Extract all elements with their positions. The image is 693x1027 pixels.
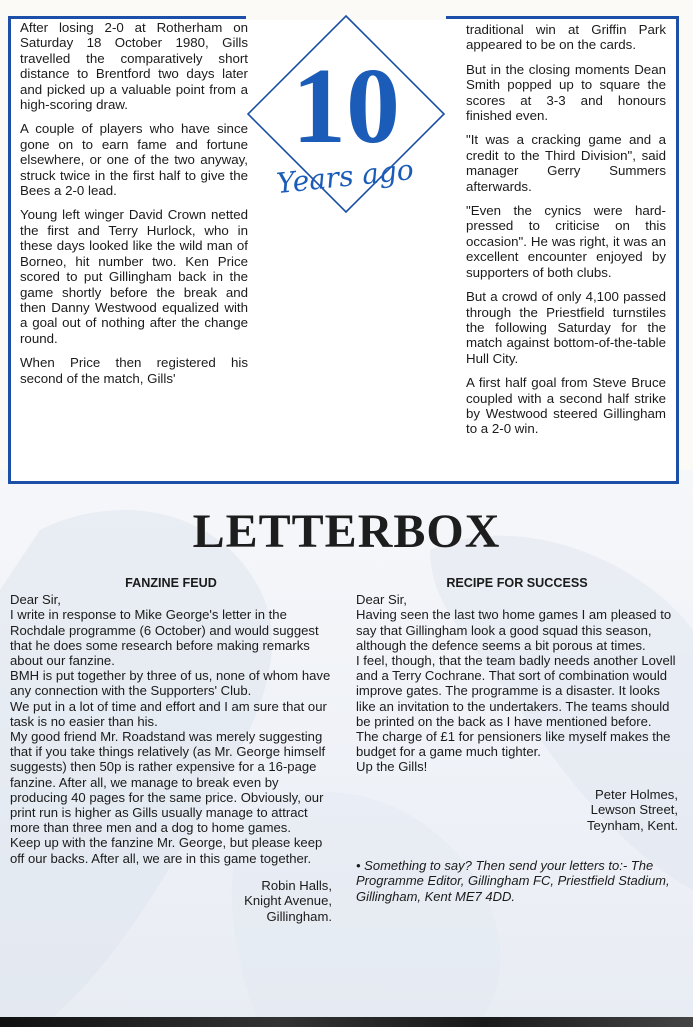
- letter-recipe-for-success: [356, 576, 678, 833]
- page-bottom-strip: [0, 1017, 693, 1027]
- article-paragraph: Young left winger David Crown netted the first and Terry Hurlock, who in these days looked like the wild man of Borneo, hit number two. Ken Price scored to put Gillingham back in the game shortly before the break and then Danny Westwood equalized with a goal out of nothing after the change round.: [20, 207, 248, 346]
- signature-line: Robin Halls,: [261, 877, 332, 893]
- letter-salutation: Dear Sir,: [356, 592, 407, 608]
- article-paragraph: "Even the cynics were hard-pressed to criticise on this occasion". He was right, it was an excellent encounter enjoyed by supporters of both clubs.: [466, 203, 666, 280]
- letter-salutation: Dear Sir,: [10, 592, 61, 608]
- article-paragraph: But in the closing moments Dean Smith popped up to square the scores at 3-3 and honours finished even.: [466, 61, 666, 124]
- ten-years-ago-left-column: [20, 20, 248, 395]
- letters-invitation: • Something to say? Then send your letters to:- The Programme Editor, Gillingham FC, Priestfield Stadium, Gillingham, Kent ME7 4DD.: [356, 858, 670, 904]
- letterbox-title: LETTERBOX: [192, 505, 501, 558]
- letter-signature: [356, 787, 678, 834]
- signature-line: Knight Avenue,: [244, 893, 332, 909]
- letter-paragraph: I write in response to Mike George's letter in the Rochdale programme (6 October) and would suggest that he does some research before making remarks about our fanzine.: [10, 607, 319, 669]
- article-paragraph: A couple of players who have since gone on to earn fame and fortune elsewhere, or one of the two anyway, struck twice in the first half to give the Bees a 2-0 lead.: [20, 121, 248, 199]
- letter-paragraph: My good friend Mr. Roadstand was merely suggesting that if you take things relatively (as Mr. George himself suggests) then 50p is rather expensive for a 16-page fanzine. After all, we manage to break even by producing 40 pages for the same price. Obviously, our print run is higher as Gills usually manage to attract more than three men and a dog to home games.: [10, 729, 326, 836]
- ten-years-ago-right-column: [466, 22, 666, 446]
- letter-paragraph: Having seen the last two home games I am pleased to say that Gillingham look a good squad this season, although the defence seems a bit porous at times.: [356, 607, 672, 653]
- letter-paragraph: The charge of £1 for pensioners like myself makes the budget for a game much tighter.: [356, 729, 671, 760]
- article-paragraph: A first half goal from Steve Bruce coupled with a second half strike by Westwood steered Gillingham to a 2-0 win.: [466, 375, 666, 437]
- signature-line: Gillingham.: [266, 908, 332, 924]
- letter-paragraph: We put in a lot of time and effort and I am sure that our task is no easier than his.: [10, 698, 327, 729]
- badge-label: Years ago: [274, 152, 416, 201]
- badge-number: 10: [292, 47, 400, 166]
- letter-signature: [10, 878, 332, 925]
- signature-line: Peter Holmes,: [595, 786, 678, 802]
- letter-heading: RECIPE FOR SUCCESS: [446, 576, 588, 590]
- article-paragraph: traditional win at Griffin Park appeared to be on the cards.: [466, 22, 666, 53]
- signature-line: Lewson Street,: [590, 802, 678, 818]
- article-paragraph: After losing 2-0 at Rotherham on Saturday 18 October 1980, Gills travelled the comparatively short distance to Brentford two days later and picked up a valuable point from a high-scoring draw.: [20, 20, 248, 113]
- letter-fanzine-feud: [10, 576, 332, 924]
- letter-paragraph: I feel, though, that the team badly needs another Lovell and a Terry Cochrane. That sort of combination would improve gates. The programme is a disaster. It looks like an invitation to the undertakers. The teams should be printed on the back as I have mentioned before.: [356, 653, 676, 729]
- ten-years-ago-badge: [246, 14, 446, 214]
- article-paragraph: "It was a cracking game and a credit to the Third Division", said manager Gerry Summers afterwards.: [466, 132, 666, 194]
- letter-paragraph: BMH is put together by three of us, none of whom have any connection with the Supporters' Club.: [10, 668, 331, 699]
- signature-line: Teynham, Kent.: [587, 817, 678, 833]
- article-paragraph: When Price then registered his second of the match, Gills': [20, 355, 248, 386]
- letter-heading: FANZINE FEUD: [125, 576, 217, 590]
- article-paragraph: But a crowd of only 4,100 passed through the Priestfield turnstiles the following Saturday for the match against bottom-of-the-table Hull City.: [466, 289, 666, 366]
- letter-paragraph: Up the Gills!: [356, 759, 428, 775]
- letter-paragraph: Keep up with the fanzine Mr. George, but please keep off our backs. After all, we are in this game together.: [10, 835, 323, 866]
